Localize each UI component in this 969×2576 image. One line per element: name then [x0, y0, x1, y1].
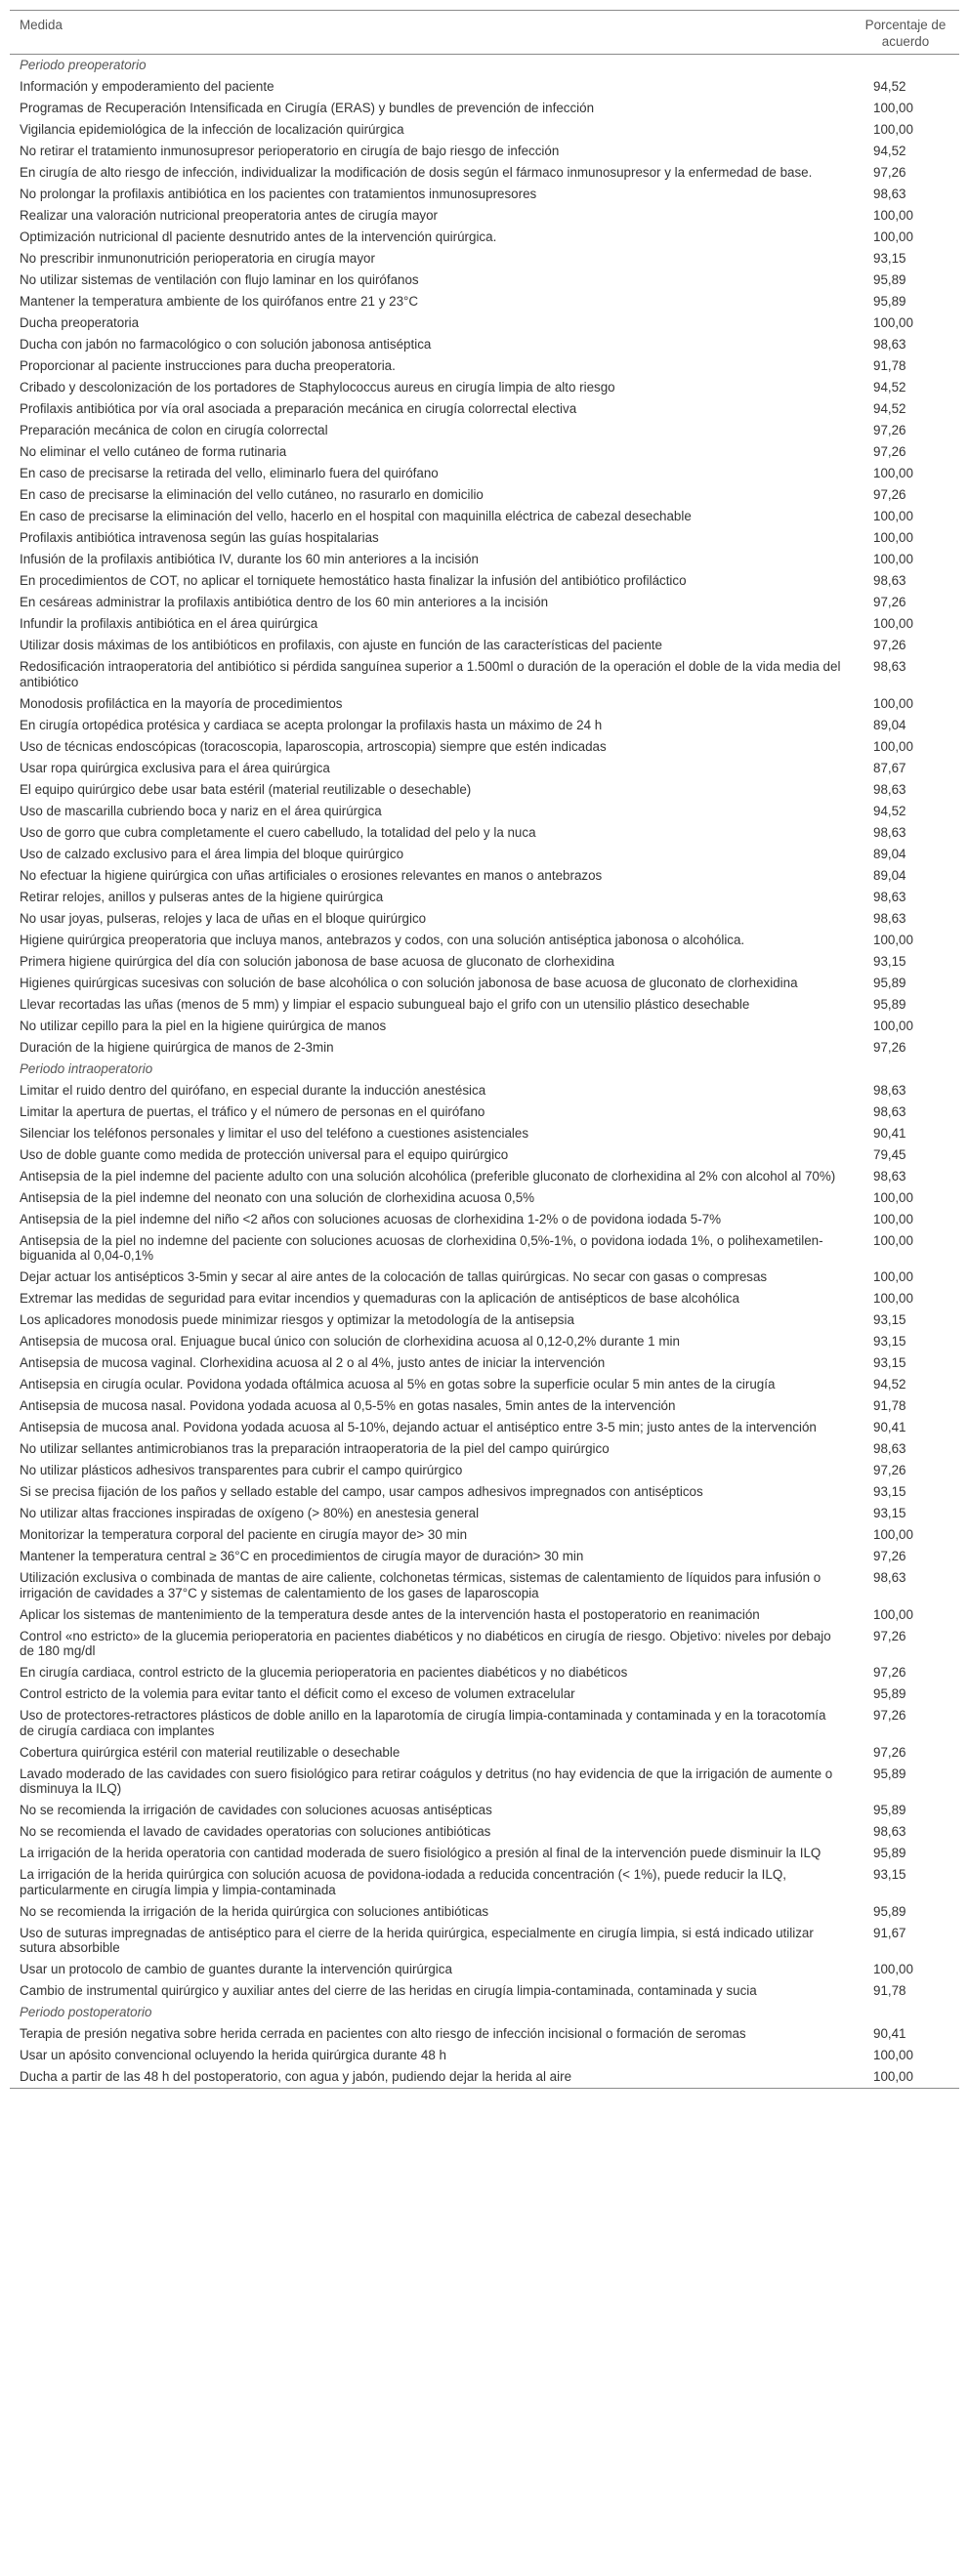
consensus-table: [10, 10, 959, 2089]
table-row: [10, 1374, 959, 1395]
percent-cell: 100,00: [873, 315, 913, 330]
measure-cell: No efectuar la higiene quirúrgica con uñas artificiales o erosiones relevantes en manos o antebrazos: [20, 867, 603, 883]
measure-cell: En cirugía ortopédica protésica y cardiaca se acepta prolongar la profilaxis hasta un máximo de 24 h: [20, 717, 603, 732]
percent-cell: 90,41: [873, 1420, 906, 1434]
percent-cell: 100,00: [873, 530, 913, 545]
measure-cell: Antisepsia de la piel indemne del neonato con una solución de clorhexidina acuosa 0,5%: [20, 1189, 535, 1205]
measure-cell: Control «no estricto» de la glucemia perioperatoria en pacientes diabéticos y no diabéticos en cirugía de riesgo. Objetivo: niveles por debajo de 180 mg/dl: [20, 1628, 831, 1658]
measure-cell: Realizar una valoración nutricional preoperatoria antes de cirugía mayor: [20, 208, 438, 223]
measure-cell: Llevar recortadas las uñas (menos de 5 mm) y limpiar el espacio subungueal bajo el grifo con un utensilio plástico desechable: [20, 996, 750, 1012]
measure-cell: Retirar relojes, anillos y pulseras antes de la higiene quirúrgica: [20, 889, 384, 904]
measure-cell: No prolongar la profilaxis antibiótica en los pacientes con tratamientos inmunosupresores: [20, 187, 537, 201]
percent-cell: 93,15: [873, 1355, 906, 1370]
percent-cell: 100,00: [873, 1291, 913, 1306]
measure-cell: Cobertura quirúrgica estéril con material reutilizable o desechable: [20, 1744, 400, 1760]
measure-cell: En cirugía cardiaca, control estricto de la glucemia perioperatoria en pacientes diabéticos y no diabéticos: [20, 1665, 628, 1680]
table-row: [10, 98, 959, 119]
measure-cell: Control estricto de la volemia para evitar tanto el déficit como el exceso de volumen extracelular: [20, 1686, 575, 1701]
percent-cell: 97,26: [873, 444, 906, 459]
table-row: [10, 1460, 959, 1481]
table-row: [10, 1267, 959, 1288]
header-row: [10, 11, 959, 55]
percent-cell: 100,00: [873, 1189, 913, 1205]
percent-cell: 100,00: [873, 208, 913, 223]
table-row: [10, 1959, 959, 1980]
table-row: [10, 865, 959, 887]
percent-cell: 91,78: [873, 1398, 906, 1413]
percent-cell: 95,89: [873, 294, 906, 309]
percent-cell: 91,67: [873, 1925, 906, 1940]
table-row: [10, 994, 959, 1016]
table-row: [10, 779, 959, 801]
table-row: [10, 1503, 959, 1524]
percent-cell: 93,15: [873, 251, 906, 266]
percent-cell: 100,00: [873, 695, 913, 711]
percent-cell: 89,04: [873, 717, 906, 732]
percent-cell: 97,26: [873, 1549, 906, 1563]
table-row: [10, 1166, 959, 1187]
percent-cell: 97,26: [873, 638, 906, 652]
measure-cell: Ducha preoperatoria: [20, 315, 140, 330]
percent-cell: 98,63: [873, 1570, 906, 1585]
table-row: [10, 441, 959, 463]
measure-cell: Antisepsia en cirugía ocular. Povidona yodada oftálmica acuosa al 5% en gotas sobre la superficie ocular 5 min antes de la cirugía: [20, 1377, 776, 1392]
table-row: [10, 1481, 959, 1503]
percent-cell: 97,26: [873, 1665, 906, 1680]
percent-cell: 98,63: [873, 910, 906, 926]
table-row: [10, 1864, 959, 1901]
section-title: Periodo postoperatorio: [20, 2005, 152, 2019]
measure-cell: No eliminar el vello cutáneo de forma rutinaria: [20, 444, 287, 459]
measure-cell: Proporcionar al paciente instrucciones para ducha preoperatoria.: [20, 358, 396, 373]
measure-cell: Dejar actuar los antisépticos 3-5min y secar al aire antes de la colocación de tallas quirúrgicas. No secar con gasas o compresas: [20, 1269, 768, 1284]
measure-cell: Programas de Recuperación Intensificada en Cirugía (ERAS) y bundles de prevención de infección: [20, 101, 595, 115]
measure-cell: Antisepsia de mucosa vaginal. Clorhexidina acuosa al 2 o al 4%, justo antes de iniciar la intervención: [20, 1355, 606, 1370]
percent-cell: 93,15: [873, 1506, 906, 1520]
table-row: [10, 1438, 959, 1460]
percent-cell: 97,26: [873, 487, 906, 502]
percent-cell: 93,15: [873, 1312, 906, 1327]
measure-cell: Uso de suturas impregnadas de antiséptico para el cierre de la herida quirúrgica, especialmente en cirugía limpia, si está indicado utilizar sutura absorbible: [20, 1925, 814, 1955]
percent-cell: 100,00: [873, 1018, 913, 1033]
percent-cell: 100,00: [873, 101, 913, 115]
percent-cell: 97,26: [873, 1708, 906, 1723]
percent-cell: 98,63: [873, 1168, 906, 1184]
table-row: [10, 1604, 959, 1626]
measure-cell: Uso de mascarilla cubriendo boca y nariz en el área quirúrgica: [20, 803, 382, 818]
table-row: [10, 1626, 959, 1663]
measure-cell: Infusión de la profilaxis antibiótica IV, durante los 60 min anteriores a la incisión: [20, 552, 479, 566]
measure-cell: Los aplicadores monodosis puede minimizar riesgos y optimizar la metodología de la antisepsia: [20, 1312, 574, 1327]
table-row: [10, 1230, 959, 1267]
header-percent: Porcentaje de acuerdo: [864, 18, 947, 49]
table-row: [10, 635, 959, 656]
table-row: [10, 1123, 959, 1144]
measure-cell: Aplicar los sistemas de mantenimiento de la temperatura desde antes de la intervención hasta el postoperatorio en reanimación: [20, 1606, 760, 1622]
table-row: [10, 291, 959, 312]
table-row: [10, 1821, 959, 1843]
table-row: [10, 822, 959, 844]
measure-cell: Limitar la apertura de puertas, el tráfico y el número de personas en el quirófano: [20, 1103, 485, 1119]
percent-cell: 100,00: [873, 932, 913, 947]
table-row: [10, 119, 959, 141]
measure-cell: Uso de protectores-retractores plásticos de doble anillo en la laparotomía de cirugía limpia-contaminada y contaminada y en la toracotomía de cirugía cardiaca con implantes: [20, 1708, 826, 1738]
measure-cell: Antisepsia de mucosa anal. Povidona yodada acuosa al 5-10%, dejando actuar el antiséptico entre 3-5 min; justo antes de la intervención: [20, 1420, 817, 1434]
section-title: Periodo preoperatorio: [20, 58, 147, 72]
section-row: [10, 2002, 959, 2023]
percent-cell: 87,67: [873, 760, 906, 775]
percent-cell: 100,00: [873, 738, 913, 754]
table-row: [10, 1764, 959, 1801]
percent-cell: 93,15: [873, 1334, 906, 1349]
percent-cell: 89,04: [873, 867, 906, 883]
percent-cell: 94,52: [873, 1377, 906, 1392]
table-row: [10, 1187, 959, 1209]
measure-cell: Uso de gorro que cubra completamente el cuero cabelludo, la totalidad del pelo y la nuca: [20, 824, 536, 840]
percent-cell: 100,00: [873, 1962, 913, 1976]
percent-cell: 93,15: [873, 1484, 906, 1499]
table-row: [10, 463, 959, 484]
table-row: [10, 1417, 959, 1438]
percent-cell: 94,52: [873, 803, 906, 818]
table-row: [10, 951, 959, 973]
measure-cell: Preparación mecánica de colon en cirugía colorrectal: [20, 423, 328, 437]
table-row: [10, 377, 959, 398]
table-row: [10, 1331, 959, 1352]
measure-cell: Utilización exclusiva o combinada de mantas de aire caliente, colchonetas térmicas, sistemas de calentamiento de líquidos para infusión o irrigación de cavidades a 37°C y sistemas de calentamiento de los gases de laparoscopia: [20, 1570, 822, 1600]
table-row: [10, 1101, 959, 1123]
table-row: [10, 527, 959, 549]
table-row: [10, 506, 959, 527]
table-row: [10, 549, 959, 570]
measure-cell: Profilaxis antibiótica intravenosa según las guías hospitalarias: [20, 530, 379, 545]
table-row: [10, 1705, 959, 1742]
table-row: [10, 844, 959, 865]
table-row: [10, 484, 959, 506]
measure-cell: Usar ropa quirúrgica exclusiva para el área quirúrgica: [20, 760, 330, 775]
percent-cell: 95,89: [873, 1803, 906, 1817]
table-row: [10, 715, 959, 736]
measure-cell: En caso de precisarse la eliminación del vello cutáneo, no rasurarlo en domicilio: [20, 487, 484, 502]
measure-cell: En procedimientos de COT, no aplicar el torniquete hemostático hasta finalizar la infusión del antibiótico profiláctico: [20, 573, 687, 588]
table-row: [10, 1662, 959, 1683]
table-header: [10, 11, 959, 55]
measure-cell: Redosificación intraoperatoria del antibiótico si pérdida sanguínea superior a 1.500ml o duración de la operación el doble de la vida media del antibiótico: [20, 659, 841, 689]
table-row: [10, 1144, 959, 1166]
measure-cell: No retirar el tratamiento inmunosupresor perioperatorio en cirugía de bajo riesgo de infección: [20, 144, 560, 158]
measure-cell: Cribado y descolonización de los portadores de Staphylococcus aureus en cirugía limpia de alto riesgo: [20, 380, 615, 395]
measure-cell: Mantener la temperatura central ≥ 36°C en procedimientos de cirugía mayor de duración> 30 min: [20, 1549, 584, 1563]
percent-cell: 98,63: [873, 824, 906, 840]
table-row: [10, 1843, 959, 1864]
measure-cell: La irrigación de la herida quirúrgica con solución acuosa de povidona-iodada a reducida concentración (< 1%), puede reducir la ILQ, particularmente en cirugía limpia y limpia-contaminada: [20, 1867, 786, 1897]
table-row: [10, 355, 959, 377]
percent-cell: 91,78: [873, 1983, 906, 1998]
table-row: [10, 312, 959, 334]
table-row: [10, 1288, 959, 1309]
table-row: [10, 1080, 959, 1101]
percent-cell: 98,63: [873, 1441, 906, 1456]
percent-cell: 91,78: [873, 358, 906, 373]
table-row: [10, 592, 959, 613]
percent-cell: 95,89: [873, 1686, 906, 1701]
table-row: [10, 1524, 959, 1546]
percent-cell: 98,63: [873, 1103, 906, 1119]
measure-cell: Antisepsia de la piel no indemne del paciente con soluciones acuosas de clorhexidina 0,5%-1%, o povidona iodada 1%, o polihexametilen-biguanida al 0,04-0,1%: [20, 1232, 823, 1263]
measure-cell: Monodosis profiláctica en la mayoría de procedimientos: [20, 695, 343, 711]
table-row: [10, 1800, 959, 1821]
table-row: [10, 162, 959, 184]
measure-cell: No se recomienda la irrigación de la herida quirúrgica con soluciones antibióticas: [20, 1903, 489, 1919]
table-row: [10, 334, 959, 355]
measure-cell: Antisepsia de la piel indemne del niño <2 años con soluciones acuosas de clorhexidina 1-2% o de povidona iodada 5-7%: [20, 1211, 722, 1226]
measure-cell: Vigilancia epidemiológica de la infección de localización quirúrgica: [20, 122, 404, 137]
percent-cell: 98,63: [873, 659, 906, 674]
measure-cell: En caso de precisarse la retirada del vello, eliminarlo fuera del quirófano: [20, 466, 439, 480]
table-row: [10, 1901, 959, 1923]
measure-cell: Higienes quirúrgicas sucesivas con solución de base alcohólica o con solución jabonosa de base acuosa de gluconato de clorhexidina: [20, 975, 798, 990]
table-row: [10, 76, 959, 98]
table-row: [10, 398, 959, 420]
measure-cell: Usar un protocolo de cambio de guantes durante la intervención quirúrgica: [20, 1962, 452, 1976]
table-row: [10, 1742, 959, 1764]
measure-cell: Antisepsia de mucosa nasal. Povidona yodada acuosa al 0,5-5% en gotas nasales, 5min antes de la intervención: [20, 1398, 676, 1413]
measure-cell: Ducha a partir de las 48 h del postoperatorio, con agua y jabón, pudiendo dejar la herida al aire: [10, 2066, 852, 2089]
percent-cell: 94,52: [873, 144, 906, 158]
table-row: [10, 1980, 959, 2002]
table-row: [10, 205, 959, 227]
percent-cell: 95,89: [873, 975, 906, 990]
measure-cell: Mantener la temperatura ambiente de los quirófanos entre 21 y 23°C: [20, 294, 419, 309]
table-row: [10, 736, 959, 758]
table-row: [10, 1352, 959, 1374]
table-row: [10, 184, 959, 205]
measure-cell: Antisepsia de mucosa oral. Enjuague bucal único con solución de clorhexidina acuosa al 0,12-0,2% durante 1 min: [20, 1334, 680, 1349]
measure-cell: Usar un apósito convencional ocluyendo la herida quirúrgica durante 48 h: [20, 2048, 446, 2062]
measure-cell: Higiene quirúrgica preoperatoria que incluya manos, antebrazos y codos, con una solución antiséptica jabonosa o alcohólica.: [20, 932, 745, 947]
section-title: Periodo intraoperatorio: [20, 1060, 153, 1076]
table-row: [10, 613, 959, 635]
table-body: [10, 55, 959, 2089]
measure-cell: Uso de calzado exclusivo para el área limpia del bloque quirúrgico: [20, 846, 404, 861]
percent-cell: 95,89: [873, 996, 906, 1012]
measure-cell: No utilizar sellantes antimicrobianos tras la preparación intraoperatoria de la piel del campo quirúrgico: [20, 1441, 610, 1456]
table-row: [10, 1683, 959, 1705]
table-row: [10, 930, 959, 951]
percent-cell: 100,00: [873, 1269, 913, 1284]
measure-cell: Antisepsia de la piel indemne del paciente adulto con una solución alcohólica (preferible gluconato de clorhexidina al 2% con alcohol al 70%): [20, 1168, 836, 1184]
table-row: [10, 1209, 959, 1230]
table-row: [10, 2045, 959, 2066]
measure-cell: Utilizar dosis máximas de los antibióticos en profilaxis, con ajuste en función de las características del paciente: [20, 638, 662, 652]
percent-cell: 100,00: [873, 466, 913, 480]
percent-cell: 94,52: [873, 401, 906, 416]
measure-cell: Terapia de presión negativa sobre herida cerrada en pacientes con alto riesgo de infección incisional o formación de seromas: [20, 2026, 746, 2041]
measure-cell: Limitar el ruido dentro del quirófano, en especial durante la inducción anestésica: [20, 1082, 486, 1098]
table-row: [10, 141, 959, 162]
percent-cell: 97,26: [873, 423, 906, 437]
percent-cell: 98,63: [873, 889, 906, 904]
percent-cell: 94,52: [873, 380, 906, 395]
percent-cell: 94,52: [873, 79, 906, 94]
measure-cell: Monitorizar la temperatura corporal del paciente en cirugía mayor de> 30 min: [20, 1527, 468, 1542]
measure-cell: Optimización nutricional dl paciente desnutrido antes de la intervención quirúrgica.: [20, 229, 497, 244]
table-row: [10, 1016, 959, 1037]
measure-cell: Ducha con jabón no farmacológico o con solución jabonosa antiséptica: [20, 337, 432, 352]
measure-cell: Si se precisa fijación de los paños y sellado estable del campo, usar campos adhesivos impregnados con antisépticos: [20, 1484, 703, 1499]
percent-cell: 100,00: [873, 1232, 913, 1248]
measure-cell: En caso de precisarse la eliminación del vello, hacerlo en el hospital con maquinilla eléctrica de cabezal desechable: [20, 509, 692, 523]
percent-cell: 97,26: [873, 1463, 906, 1477]
measure-cell: No se recomienda el lavado de cavidades operatorias con soluciones antibióticas: [20, 1824, 491, 1839]
table-row: [10, 570, 959, 592]
measure-cell: El equipo quirúrgico debe usar bata estéril (material reutilizable o desechable): [20, 781, 472, 797]
percent-cell: 98,63: [873, 1082, 906, 1098]
percent-cell: 100,00: [873, 616, 913, 631]
section-row: [10, 1059, 959, 1080]
percent-cell: 93,15: [873, 1867, 906, 1882]
percent-cell: 79,45: [873, 1146, 906, 1162]
measure-cell: No prescribir inmunonutrición perioperatoria en cirugía mayor: [20, 251, 375, 266]
percent-cell: 97,26: [873, 165, 906, 180]
table-row: [10, 1395, 959, 1417]
percent-cell: 90,41: [873, 2026, 906, 2041]
percent-cell: 95,89: [873, 272, 906, 287]
measure-cell: Uso de doble guante como medida de protección universal para el equipo quirúrgico: [20, 1146, 509, 1162]
percent-cell: 89,04: [873, 846, 906, 861]
measure-cell: No se recomienda la irrigación de cavidades con soluciones acuosas antisépticas: [20, 1803, 492, 1817]
table-row: [10, 2066, 959, 2089]
percent-cell: 100,00: [873, 552, 913, 566]
measure-cell: En cesáreas administrar la profilaxis antibiótica dentro de los 60 min anteriores a la incisión: [20, 595, 549, 609]
section-row: [10, 55, 959, 77]
measure-cell: Extremar las medidas de seguridad para evitar incendios y quemaduras con la aplicación de antisépticos de base alcohólica: [20, 1291, 739, 1306]
percent-cell: 98,63: [873, 573, 906, 588]
percent-cell: 100,00: [873, 229, 913, 244]
measure-cell: Infundir la profilaxis antibiótica en el área quirúrgica: [20, 616, 318, 631]
percent-cell: 98,63: [873, 1824, 906, 1839]
measure-cell: La irrigación de la herida operatoria con cantidad moderada de suero fisiológico a presión al final de la intervención puede disminuir la ILQ: [20, 1846, 822, 1860]
percent-cell: 100,00: [873, 509, 913, 523]
percent-cell: 98,63: [873, 781, 906, 797]
percent-cell: 100,00: [873, 122, 913, 137]
percent-cell: 95,89: [873, 1846, 906, 1860]
percent-cell: 95,89: [873, 1766, 906, 1781]
measure-cell: Silenciar los teléfonos personales y limitar el uso del teléfono a cuestiones asistenciales: [20, 1125, 529, 1141]
measure-cell: Duración de la higiene quirúrgica de manos de 2-3min: [20, 1039, 334, 1055]
table-row: [10, 227, 959, 248]
percent-cell: 95,89: [873, 1903, 906, 1919]
measure-cell: No utilizar plásticos adhesivos transparentes para cubrir el campo quirúrgico: [20, 1463, 463, 1477]
table-row: [10, 1923, 959, 1960]
measure-cell: Cambio de instrumental quirúrgico y auxiliar antes del cierre de las heridas en cirugía limpia-contaminada, contaminada y sucia: [20, 1983, 757, 1998]
measure-cell: Uso de técnicas endoscópicas (toracoscopia, laparoscopia, artroscopia) siempre que estén indicadas: [20, 738, 607, 754]
measure-cell: Profilaxis antibiótica por vía oral asociada a preparación mecánica en cirugía colorrectal electiva: [20, 401, 577, 416]
percent-cell: 100,00: [873, 1527, 913, 1542]
table-row: [10, 908, 959, 930]
measure-cell: Primera higiene quirúrgica del día con solución jabonosa de base acuosa de gluconato de clorhexidina: [20, 953, 614, 969]
header-measure: Medida: [20, 18, 63, 32]
percent-cell: 100,00: [873, 1606, 913, 1622]
percent-cell: 93,15: [873, 953, 906, 969]
percent-cell: 100,00: [852, 2066, 959, 2089]
percent-cell: 100,00: [873, 1211, 913, 1226]
table-row: [10, 656, 959, 693]
table-row: [10, 248, 959, 270]
percent-cell: 97,26: [873, 1628, 906, 1643]
percent-cell: 98,63: [873, 187, 906, 201]
measure-cell: En cirugía de alto riesgo de infección, individualizar la modificación de dosis según el fármaco inmunosupresor y la enfermedad de base.: [20, 165, 813, 180]
measure-cell: No utilizar cepillo para la piel en la higiene quirúrgica de manos: [20, 1018, 387, 1033]
table-row: [10, 758, 959, 779]
table-row: [10, 1037, 959, 1059]
table-row: [10, 1309, 959, 1331]
table-row: [10, 801, 959, 822]
table-row: [10, 887, 959, 908]
table-row: [10, 973, 959, 994]
table-row: [10, 1546, 959, 1567]
measure-cell: Lavado moderado de las cavidades con suero fisiológico para retirar coágulos y detritus (no hay evidencia de que la irrigación de aumente o disminuya la ILQ): [20, 1766, 833, 1796]
percent-cell: 90,41: [873, 1125, 906, 1141]
measure-cell: Información y empoderamiento del paciente: [20, 79, 274, 94]
percent-cell: 100,00: [873, 2048, 913, 2062]
table-row: [10, 2023, 959, 2045]
table-row: [10, 270, 959, 291]
table-row: [10, 420, 959, 441]
measure-cell: No utilizar altas fracciones inspiradas de oxígeno (> 80%) en anestesia general: [20, 1506, 480, 1520]
percent-cell: 97,26: [873, 595, 906, 609]
percent-cell: 97,26: [873, 1744, 906, 1760]
measure-cell: No usar joyas, pulseras, relojes y laca de uñas en el bloque quirúrgico: [20, 910, 427, 926]
table-row: [10, 693, 959, 715]
measure-cell: No utilizar sistemas de ventilación con flujo laminar en los quirófanos: [20, 272, 419, 287]
percent-cell: 98,63: [873, 337, 906, 352]
percent-cell: 97,26: [873, 1039, 906, 1055]
table-row: [10, 1567, 959, 1604]
